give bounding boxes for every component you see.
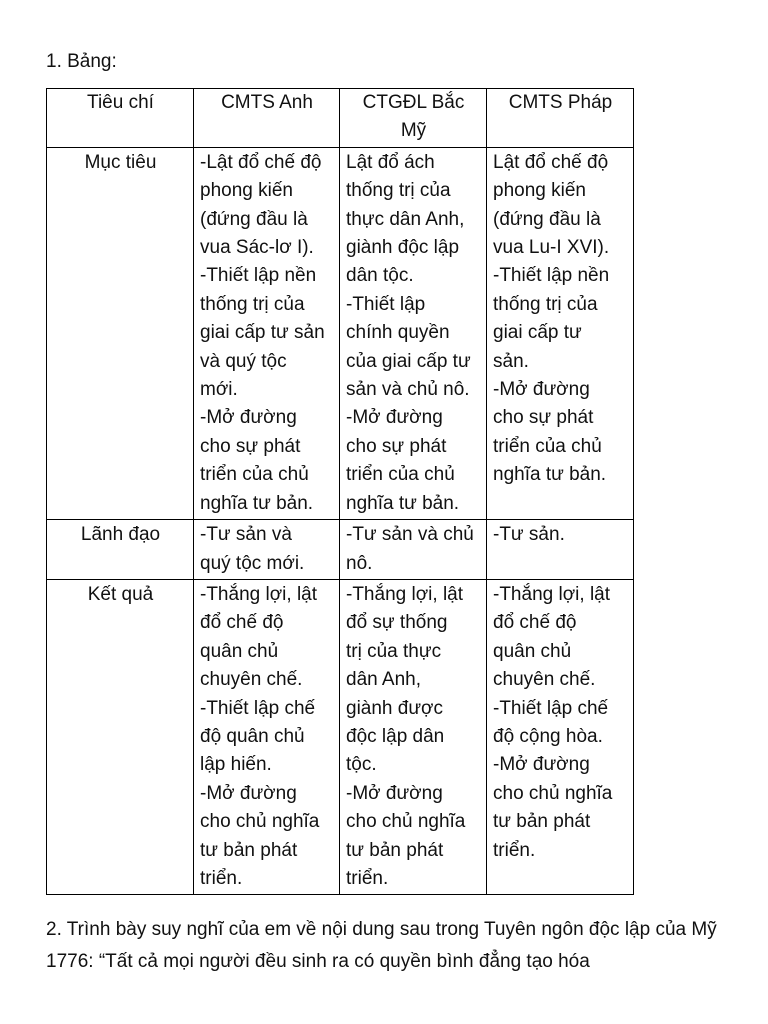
content-cell bbox=[340, 579, 487, 894]
cell-text-line: -Mở đường bbox=[200, 782, 297, 804]
content-cell bbox=[487, 579, 634, 894]
cell-text-line: cho chủ nghĩa bbox=[200, 811, 320, 833]
cell-text-line: cho sự phát bbox=[493, 407, 594, 429]
header-text: Tiêu chí bbox=[87, 92, 154, 113]
cell-text-line: trị của thực bbox=[346, 640, 442, 662]
cell-text-line: -Mở đường bbox=[493, 754, 590, 776]
header-cell-ctgdl-bac-my bbox=[340, 89, 487, 148]
cell-text-line: quân chủ bbox=[200, 640, 279, 662]
content-cell bbox=[194, 520, 340, 580]
cell-text-line: -Thiết lập chế bbox=[200, 697, 316, 719]
cell-text-line: cho chủ nghĩa bbox=[346, 811, 466, 833]
header-text: CMTS Anh bbox=[221, 92, 313, 113]
cell-text-line: tư bản phát bbox=[200, 839, 298, 861]
cell-text-line: thống trị của bbox=[493, 293, 598, 315]
criterion-label: Mục tiêu bbox=[84, 151, 157, 173]
cell-text-line: phong kiến bbox=[493, 180, 586, 202]
content-cell bbox=[340, 520, 487, 580]
cell-text-line: lập hiến. bbox=[200, 754, 272, 776]
content-cell bbox=[194, 579, 340, 894]
criterion-label: Lãnh đạo bbox=[80, 524, 161, 546]
cell-text-line: thực dân Anh, bbox=[346, 208, 465, 230]
cell-text-line: cho sự phát bbox=[346, 435, 447, 457]
cell-text-line: Lật đổ ách bbox=[346, 151, 435, 173]
cell-text-line: (đứng đầu là bbox=[200, 208, 308, 230]
cell-text-line: -Tư sản và bbox=[200, 524, 292, 546]
cell-text-line: -Mở đường bbox=[346, 782, 443, 804]
cell-text-line: phong kiến bbox=[200, 180, 293, 202]
content-cell bbox=[194, 147, 340, 519]
header-text: CTGĐL Bắc bbox=[362, 92, 465, 113]
criterion-label: Kết quả bbox=[87, 583, 154, 605]
criterion-cell bbox=[47, 579, 194, 894]
header-text: CMTS Pháp bbox=[508, 92, 613, 113]
cell-text-line: cho chủ nghĩa bbox=[493, 782, 613, 804]
cell-text-line: chuyên chế. bbox=[200, 669, 303, 691]
cell-text-line: -Tư sản và chủ bbox=[346, 524, 474, 546]
cell-text-line: (đứng đầu là bbox=[493, 208, 601, 230]
cell-text-line: giai cấp tư sản bbox=[200, 322, 325, 344]
cell-text-line: giành được bbox=[346, 697, 444, 719]
cell-text-line: dân tộc. bbox=[346, 265, 414, 287]
content-cell bbox=[340, 147, 487, 519]
cell-text-line: giai cấp tư bbox=[493, 322, 582, 344]
header-cell-criteria bbox=[47, 89, 194, 148]
cell-text-line: -Thắng lợi, lật bbox=[346, 583, 464, 605]
cell-text-line: -Thiết lập nền bbox=[493, 265, 610, 287]
cell-text-line: tộc. bbox=[346, 754, 377, 776]
cell-text-line: độ cộng hòa. bbox=[493, 725, 603, 747]
cell-text-line: sản. bbox=[493, 350, 529, 372]
cell-text-line: thống trị của bbox=[200, 293, 305, 315]
cell-text-line: -Thiết lập chế bbox=[493, 697, 609, 719]
cell-text-line: quý tộc mới. bbox=[200, 552, 305, 574]
header-cell-cmts-anh bbox=[194, 89, 340, 148]
cell-text-line: -Thiết lập bbox=[346, 293, 426, 315]
cell-text-line: đổ sự thống bbox=[346, 612, 448, 634]
table-header-row bbox=[47, 89, 634, 148]
cell-text-line: -Mở đường bbox=[493, 379, 590, 401]
cell-text-line: chuyên chế. bbox=[493, 669, 596, 691]
criterion-cell bbox=[47, 520, 194, 580]
cell-text-line: độc lập dân bbox=[346, 725, 445, 747]
cell-text-line: cho sự phát bbox=[200, 435, 301, 457]
cell-text-line: của giai cấp tư bbox=[346, 350, 471, 372]
header-cell-cmts-phap bbox=[487, 89, 634, 148]
cell-text-line: và quý tộc bbox=[200, 350, 287, 372]
cell-text-line: giành độc lập bbox=[346, 237, 460, 259]
header-text: Mỹ bbox=[400, 120, 427, 142]
cell-text-line: đổ chế độ bbox=[200, 612, 284, 634]
cell-text-line: triển. bbox=[346, 867, 389, 889]
table-row-row-muc-tieu bbox=[47, 147, 634, 519]
cell-text-line: sản và chủ nô. bbox=[346, 379, 470, 401]
cell-text-line: -Thắng lợi, lật bbox=[493, 583, 611, 605]
cell-text-line: quân chủ bbox=[493, 640, 572, 662]
cell-text-line: -Mở đường bbox=[346, 407, 443, 429]
cell-text-line: vua Sác-lơ I). bbox=[200, 237, 314, 259]
table-row-row-lanh-dao bbox=[47, 520, 634, 580]
cell-text-line: triển của chủ bbox=[200, 464, 309, 486]
cell-text-line: nghĩa tư bản. bbox=[493, 464, 607, 486]
comparison-table bbox=[46, 88, 634, 895]
cell-text-line: tư bản phát bbox=[346, 839, 444, 861]
cell-text-line: Lật đổ chế độ bbox=[493, 151, 609, 173]
cell-text-line: triển của chủ bbox=[493, 435, 602, 457]
cell-text-line: -Mở đường bbox=[200, 407, 297, 429]
cell-text-line: dân Anh, bbox=[346, 669, 422, 691]
cell-text-line: -Thắng lợi, lật bbox=[200, 583, 318, 605]
content-cell bbox=[487, 147, 634, 519]
cell-text-line: độ quân chủ bbox=[200, 725, 305, 747]
content-cell bbox=[487, 520, 634, 580]
cell-text-line: chính quyền bbox=[346, 322, 450, 344]
cell-text-line: nghĩa tư bản. bbox=[200, 492, 314, 514]
criterion-cell bbox=[47, 147, 194, 519]
cell-text-line: triển. bbox=[493, 839, 536, 861]
cell-text-line: -Thiết lập nền bbox=[200, 265, 317, 287]
cell-text-line: -Lật đổ chế độ bbox=[200, 151, 322, 173]
cell-text-line: đổ chế độ bbox=[493, 612, 577, 634]
cell-text-line: tư bản phát bbox=[493, 811, 591, 833]
cell-text-line: thống trị của bbox=[346, 180, 451, 202]
cell-text-line: -Tư sản. bbox=[493, 524, 565, 546]
cell-text-line: vua Lu-I XVI). bbox=[493, 237, 610, 259]
table-row-row-ket-qua bbox=[47, 579, 634, 894]
cell-text-line: triển của chủ bbox=[346, 464, 455, 486]
cell-text-line: nghĩa tư bản. bbox=[346, 492, 460, 514]
section-1-heading: 1. Bảng: bbox=[46, 51, 117, 72]
cell-text-line: triển. bbox=[200, 867, 243, 889]
section-2-question: 2. Trình bày suy nghĩ của em về nội dung sau trong Tuyên ngôn độc lập của Mỹ 1776: “Tất cả mọi người đều sinh ra có quyền bình đẳng tạo hóa bbox=[46, 919, 717, 972]
cell-text-line: mới. bbox=[200, 379, 238, 401]
cell-text-line: nô. bbox=[346, 552, 373, 574]
